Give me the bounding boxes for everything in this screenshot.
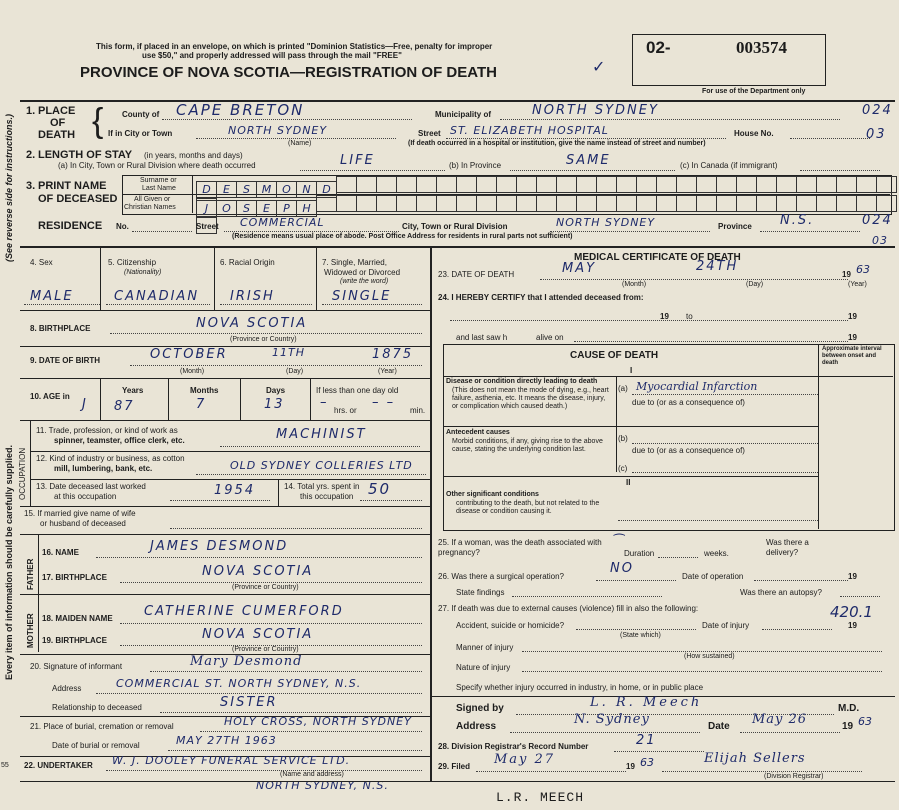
- surname-letter-cell: [436, 176, 457, 193]
- reg-number: 003574: [736, 38, 787, 57]
- racial-label: 6. Racial Origin: [220, 258, 275, 267]
- surname-label-2: Last Name: [142, 185, 176, 192]
- dod-year-sub: (Year): [848, 281, 867, 288]
- city-value: NORTH SYDNEY: [228, 124, 328, 137]
- date-injury: Date of injury: [702, 621, 750, 630]
- date-of-death-year: 63: [856, 263, 870, 276]
- antecedent-sub: Morbid conditions, if any, giving rise to the above cause, stating the underlying condition last.: [452, 438, 603, 453]
- relationship-value: SISTER: [220, 695, 278, 710]
- disease-sub: (This does not mean the mode of dying, e.g., heart failure, asthenia, etc. It means the disease, injury, or complication which caused death.): [452, 387, 609, 410]
- given-letter-cell: [716, 195, 737, 212]
- stay-c-label: (c) In Canada (if immigrant): [680, 161, 778, 170]
- age-months: 7: [196, 397, 207, 412]
- nature-label: Nature of injury: [456, 663, 511, 672]
- date-of-death-day: 24TH: [696, 259, 739, 274]
- other-conditions-label: Other significant conditions: [446, 491, 539, 498]
- stay-b-label: (b) In Province: [449, 161, 502, 170]
- age-min-dash: – –: [372, 395, 396, 410]
- residence-no-label: No.: [116, 222, 129, 231]
- city-label: If in City or Town: [108, 129, 173, 138]
- burial-label: 21. Place of burial, cremation or removal: [30, 722, 174, 731]
- certify-19a: 19: [660, 312, 669, 321]
- given-letter-cell: [616, 195, 637, 212]
- specify-label: Specify whether injury occurred in industry, in home, or in public place: [456, 683, 704, 692]
- wife-label-2: or husband of deceased: [40, 519, 126, 528]
- given-letter-cell: P: [276, 200, 297, 217]
- given-letter-cell: [596, 195, 617, 212]
- cert-date-year: 63: [858, 715, 872, 728]
- s1-code-1: 024: [862, 103, 893, 118]
- surname-letter-cell: [836, 176, 857, 193]
- surname-letter-cell: [656, 176, 677, 193]
- surname-letter-cell: [596, 176, 617, 193]
- oneday-label: If less than one day old: [316, 386, 399, 395]
- birthplace-sub: (Province or Country): [230, 336, 297, 343]
- given-letter-cell: [476, 195, 497, 212]
- mother-name-label: 18. MAIDEN NAME: [42, 614, 113, 623]
- years-label: Years: [122, 386, 144, 395]
- q29-19: 19: [626, 762, 635, 771]
- date-of-death-19: 19: [842, 270, 851, 279]
- q28-label: 28. Division Registrar's Record Number: [438, 742, 589, 751]
- residence-province-value: N.S.: [780, 213, 815, 228]
- s1-num: 1.: [26, 105, 36, 117]
- street-label: Street: [418, 129, 441, 138]
- margin-code: 55: [1, 762, 9, 769]
- surname-letter-cell: [676, 176, 697, 193]
- q27-code: 420.1: [830, 603, 873, 621]
- s2-label: LENGTH OF STAY: [38, 149, 133, 161]
- given-letter-cell: [536, 195, 557, 212]
- given-letter-cell: S: [236, 200, 257, 217]
- surname-letter-cell: O: [276, 181, 297, 198]
- father-bp-sub: (Province or Country): [232, 584, 299, 591]
- margin-every-item: Every item of information should be carefully supplied.: [4, 444, 14, 680]
- disease-label: Disease or condition directly leading to death: [446, 378, 598, 385]
- signed-signature: L. R. Meech: [590, 695, 703, 710]
- cause-b-label: (b): [618, 434, 628, 443]
- occ14-label-2: this occupation: [300, 492, 354, 501]
- dod-day-sub: (Day): [746, 281, 764, 288]
- given-letter-cell: [856, 195, 877, 212]
- section-rule: [20, 246, 895, 248]
- form-title: PROVINCE OF NOVA SCOTIA—REGISTRATION OF DEATH: [80, 64, 497, 81]
- title-checkmark: ✓: [592, 57, 608, 76]
- given-letter-cell: [876, 195, 897, 212]
- dod-month-sub: (Month): [622, 281, 647, 288]
- given-letter-cell: J: [196, 200, 217, 217]
- q27-label: 27. If death was due to external causes (violence) fill in also the following:: [438, 604, 699, 613]
- surname-letter-cell: [696, 176, 717, 193]
- medical-certificate-title: MEDICAL CERTIFICATE OF DEATH: [574, 252, 741, 263]
- dept-use: For use of the Department only: [702, 88, 806, 95]
- surname-letter-cell: [336, 176, 357, 193]
- informant-signature: Mary Desmond: [190, 654, 303, 669]
- father-bp-label: 17. BIRTHPLACE: [42, 573, 107, 582]
- s3-num: 3.: [26, 180, 36, 192]
- s1-label-1: PLACE: [38, 105, 76, 117]
- dob-year-sub: (Year): [378, 368, 397, 375]
- given-letter-cell: [836, 195, 857, 212]
- surname-letter-cell: [496, 176, 517, 193]
- state-which: (State which): [620, 632, 661, 639]
- wife-label-1: 15. If married give name of wife: [24, 509, 136, 518]
- typed-footer: L.R. MEECH: [496, 790, 585, 805]
- due-to-a: due to (or as a consequence of): [632, 398, 745, 407]
- stay-a-value: LIFE: [340, 153, 375, 168]
- residence-city-label: City, Town or Rural Division: [402, 222, 508, 231]
- residence-code-2: 03: [872, 234, 888, 247]
- given-label-2: Christian Names: [124, 204, 176, 211]
- father-name-value: JAMES DESMOND: [150, 539, 289, 554]
- q29-year: 63: [640, 756, 654, 769]
- given-letter-cell: [736, 195, 757, 212]
- surname-letter-cell: [396, 176, 417, 193]
- s1-brace: {: [92, 102, 104, 140]
- occ11-label-1: 11. Trade, profession, or kind of work as: [36, 426, 178, 435]
- alive-label: alive on: [536, 333, 564, 342]
- birthplace-value: NOVA SCOTIA: [196, 316, 308, 331]
- surname-letter-cell: [576, 176, 597, 193]
- surname-letter-cell: D: [316, 181, 337, 198]
- dob-day: 11TH: [272, 346, 305, 359]
- burial-value: HOLY CROSS, NORTH SYDNEY: [224, 715, 412, 728]
- mother-side-label: MOTHER: [26, 613, 35, 648]
- surname-letter-cell: [556, 176, 577, 193]
- q25-dash: ⁀: [614, 535, 627, 550]
- relationship-label: Relationship to deceased: [52, 703, 142, 712]
- informant-address-value: COMMERCIAL ST. NORTH SYDNEY, N.S.: [116, 677, 362, 690]
- surname-letter-cell: S: [236, 181, 257, 198]
- undertaker-address: NORTH SYDNEY, N.S.: [256, 779, 389, 792]
- certify-to: to: [686, 312, 693, 321]
- dob-year: 1875: [372, 347, 414, 362]
- occ12-label-1: 12. Kind of industry or business, as cotton: [36, 454, 185, 463]
- surname-letter-cell: [376, 176, 397, 193]
- given-letter-cell: [776, 195, 797, 212]
- mother-bp-value: NOVA SCOTIA: [202, 627, 314, 642]
- mother-name-value: CATHERINE CUMERFORD: [144, 604, 344, 619]
- given-letter-cell: [576, 195, 597, 212]
- informant-address-label: Address: [52, 684, 82, 693]
- given-letter-cell: [316, 195, 337, 212]
- given-letter-cell: [756, 195, 777, 212]
- municipality-label: Municipality of: [435, 110, 491, 119]
- given-label-1: All Given or: [134, 196, 171, 203]
- given-letter-cell: [496, 195, 517, 212]
- surname-letter-cell: [796, 176, 817, 193]
- given-letter-cell: O: [216, 200, 237, 217]
- last-saw-label: and last saw h: [456, 333, 508, 342]
- date-of-death-month: MAY: [562, 261, 597, 276]
- q25-label: 25. If a woman, was the death associated with pregnancy?: [438, 538, 602, 557]
- column-divider: [430, 246, 432, 781]
- given-letter-cell: [376, 195, 397, 212]
- cert-date-value: May 26: [752, 712, 808, 727]
- given-letter-cell: [556, 195, 577, 212]
- birthplace-label: 8. BIRTHPLACE: [30, 324, 91, 333]
- occ13-label-2: at this occupation: [54, 492, 117, 501]
- mailing-notice-1: This form, if placed in an envelope, on which is printed "Dominion Statistics—Free, penalty for improper: [96, 42, 493, 51]
- cert-address-value: N. Sydney: [574, 712, 650, 727]
- residence-street-value: COMMERCIAL: [240, 216, 325, 229]
- given-letter-cell: [436, 195, 457, 212]
- occ13-label-1: 13. Date deceased last worked: [36, 482, 146, 491]
- antecedent-label: Antecedent causes: [446, 429, 510, 436]
- given-letter-cell: [516, 195, 537, 212]
- marital-label-3: (write the word): [340, 278, 389, 285]
- citizenship-value: CANADIAN: [114, 289, 200, 304]
- surname-letter-cell: [636, 176, 657, 193]
- accident-label: Accident, suicide or homicide?: [456, 621, 565, 630]
- given-letter-cell: E: [256, 200, 277, 217]
- given-letter-cell: [696, 195, 717, 212]
- min-label: min.: [410, 406, 426, 415]
- q26-value: NO: [610, 561, 634, 576]
- q28-value: 21: [636, 733, 657, 748]
- interval-label: Approximate interval between onset and death: [822, 346, 882, 366]
- surname-letter-cell: [876, 176, 897, 193]
- s2-sub: (in years, months and days): [144, 151, 243, 160]
- age-days: 13: [264, 397, 285, 412]
- county-label: County of: [122, 110, 160, 119]
- surname-letter-cell: [776, 176, 797, 193]
- given-letter-cell: [796, 195, 817, 212]
- state-findings: State findings: [456, 588, 505, 597]
- father-bp-value: NOVA SCOTIA: [202, 564, 314, 579]
- s3-label-1: PRINT NAME: [38, 180, 107, 192]
- q29-date: May 27: [494, 752, 556, 767]
- undertaker-sub: (Name and address): [280, 771, 344, 778]
- s3-label-2: OF DECEASED: [38, 193, 118, 205]
- injury-19: 19: [848, 621, 857, 630]
- occ13-value: 1954: [214, 483, 256, 498]
- age-brace: J: [82, 397, 88, 412]
- marital-value: SINGLE: [332, 289, 392, 304]
- cause-a-value: Myocardial Infarction: [636, 380, 758, 393]
- residence-label: RESIDENCE: [38, 220, 103, 232]
- occ11-value: MACHINIST: [276, 427, 367, 442]
- manner-label: Manner of injury: [456, 643, 514, 652]
- stay-a-label: (a) In City, Town or Rural Division where death occurred: [58, 161, 256, 170]
- citizenship-label: 5. Citizenship: [108, 258, 157, 267]
- occ12-label-2: mill, lumbering, bank, etc.: [54, 464, 153, 473]
- cert-date-label: Date: [708, 721, 730, 732]
- given-letter-cell: [336, 195, 357, 212]
- q25-duration: Duration: [624, 549, 655, 558]
- given-letter-cell: [456, 195, 477, 212]
- hrs-label: hrs. or: [334, 406, 357, 415]
- surname-letter-cell: [756, 176, 777, 193]
- occ14-label-1: 14. Total yrs. spent in: [284, 482, 360, 491]
- surname-letter-cell: [856, 176, 877, 193]
- registrar-sub: (Division Registrar): [764, 773, 824, 780]
- surname-letter-cell: [476, 176, 497, 193]
- father-side-label: FATHER: [26, 558, 35, 590]
- certify-19b: 19: [848, 312, 857, 321]
- mailing-notice-2: use $50," and properly addressed will pass through the mail "FREE": [142, 51, 402, 60]
- dob-label: 9. DATE OF BIRTH: [30, 356, 101, 365]
- undertaker-value: W. J. DOOLEY FUNERAL SERVICE LTD.: [112, 754, 351, 767]
- burial-date-value: MAY 27TH 1963: [176, 734, 277, 747]
- surname-letter-cell: E: [216, 181, 237, 198]
- sex-label: 4. Sex: [30, 258, 53, 267]
- residence-street-label: Street: [196, 222, 219, 231]
- roman-i: I: [630, 366, 633, 375]
- s1-code-2: 03: [866, 127, 887, 142]
- given-letter-cell: [416, 195, 437, 212]
- margin-reverse-instructions: (See reverse side for instructions.): [4, 113, 14, 262]
- date-of-death-label: 23. DATE OF DEATH: [438, 270, 515, 279]
- racial-value: IRISH: [230, 289, 275, 304]
- cause-title: CAUSE OF DEATH: [570, 350, 659, 361]
- surname-letter-cell: [416, 176, 437, 193]
- cert-address-label: Address: [456, 721, 497, 732]
- other-conditions-sub: contributing to the death, but not related to the disease or condition causing it.: [456, 500, 600, 515]
- mother-bp-sub: (Province or Country): [232, 646, 299, 653]
- age-years: 87: [114, 399, 135, 414]
- registrar-signature: Elijah Sellers: [704, 751, 806, 766]
- city-name-sub: (Name): [288, 140, 312, 147]
- roman-ii: II: [626, 478, 631, 487]
- cause-a-label: (a): [618, 384, 628, 393]
- informant-label: 20. Signature of informant: [30, 662, 123, 671]
- given-letter-cell: [356, 195, 377, 212]
- residence-city-value: NORTH SYDNEY: [556, 216, 656, 229]
- q26-label: 26. Was there a surgical operation?: [438, 572, 564, 581]
- bottom-rule: [20, 781, 895, 782]
- street-value: ST. ELIZABETH HOSPITAL: [450, 124, 609, 137]
- undertaker-label: 22. UNDERTAKER: [24, 761, 93, 770]
- surname-letter-cell: [736, 176, 757, 193]
- stay-b-value: SAME: [566, 153, 611, 168]
- days-label: Days: [266, 386, 286, 395]
- occ12-value: OLD SYDNEY COLLERIES LTD: [230, 459, 413, 472]
- surname-label-1: Surname or: [140, 177, 177, 184]
- due-to-b: due to (or as a consequence of): [632, 446, 745, 455]
- residence-province-label: Province: [718, 222, 752, 231]
- dob-month-sub: (Month): [180, 368, 205, 375]
- s1-label-2: OF: [50, 117, 66, 129]
- occ14-value: 50: [368, 480, 392, 498]
- s1-label-3: DEATH: [38, 129, 76, 141]
- age-hrs-dash: –: [320, 395, 329, 410]
- hospital-note: (If death occurred in a hospital or institution, give the name instead of street and number): [408, 140, 706, 147]
- citizenship-sub: (Nationality): [124, 269, 162, 276]
- municipality-value: NORTH SYDNEY: [532, 103, 659, 118]
- how-sustained: (How sustained): [684, 653, 735, 660]
- county-value: CAPE BRETON: [176, 101, 305, 119]
- residence-code-1: 024: [862, 213, 893, 228]
- surname-letter-cell: [536, 176, 557, 193]
- surname-letter-cell: [516, 176, 537, 193]
- given-letter-cell: [676, 195, 697, 212]
- reg-prefix: 02-: [646, 38, 671, 57]
- occ11-label-2: spinner, teamster, office clerk, etc.: [54, 436, 185, 445]
- q26-op-date: Date of operation: [682, 572, 744, 581]
- given-letter-cell: [816, 195, 837, 212]
- signed-label: Signed by: [456, 703, 504, 714]
- s2-num: 2.: [26, 149, 36, 161]
- q29-label: 29. Filed: [438, 762, 471, 771]
- age-label: 10. AGE in: [30, 392, 70, 401]
- given-letter-cell: H: [296, 200, 317, 217]
- certify-label: 24. I HEREBY CERTIFY that I attended deceased from:: [438, 293, 644, 302]
- given-letter-cell: [636, 195, 657, 212]
- father-name-label: 16. NAME: [42, 548, 79, 557]
- surname-letter-cell: [456, 176, 477, 193]
- header-rule: [20, 100, 895, 102]
- cert-date-19: 19: [842, 721, 854, 732]
- house-label: House No.: [734, 129, 774, 138]
- burial-date-label: Date of burial or removal: [52, 741, 140, 750]
- q26-19: 19: [848, 572, 857, 581]
- q25-delivery: Was there a delivery?: [766, 538, 809, 557]
- surname-letter-cell: [356, 176, 377, 193]
- md-label: M.D.: [838, 703, 860, 714]
- cause-c-label: (c): [618, 464, 628, 473]
- given-letter-cell: [396, 195, 417, 212]
- given-letter-cell: [656, 195, 677, 212]
- surname-letter-cell: [816, 176, 837, 193]
- residence-note: (Residence means usual place of abode. Post Office Address for residents in rural parts not sufficient): [232, 233, 573, 240]
- autopsy-label: Was there an autopsy?: [740, 588, 822, 597]
- surname-letter-cell: N: [296, 181, 317, 198]
- alive-19: 19: [848, 333, 857, 342]
- surname-letter-cell: [716, 176, 737, 193]
- mother-bp-label: 19. BIRTHPLACE: [42, 636, 107, 645]
- surname-letter-cell: M: [256, 181, 277, 198]
- surname-letter-cell: D: [196, 181, 217, 198]
- sex-value: MALE: [30, 289, 74, 304]
- q25-weeks: weeks.: [704, 549, 729, 558]
- dob-day-sub: (Day): [286, 368, 304, 375]
- surname-letter-cell: [616, 176, 637, 193]
- marital-label-2: Widowed or Divorced: [324, 268, 401, 277]
- months-label: Months: [190, 386, 219, 395]
- marital-label-1: 7. Single, Married,: [322, 258, 387, 267]
- occupation-side-label: OCCUPATION: [18, 447, 27, 500]
- dob-month: OCTOBER: [150, 347, 228, 362]
